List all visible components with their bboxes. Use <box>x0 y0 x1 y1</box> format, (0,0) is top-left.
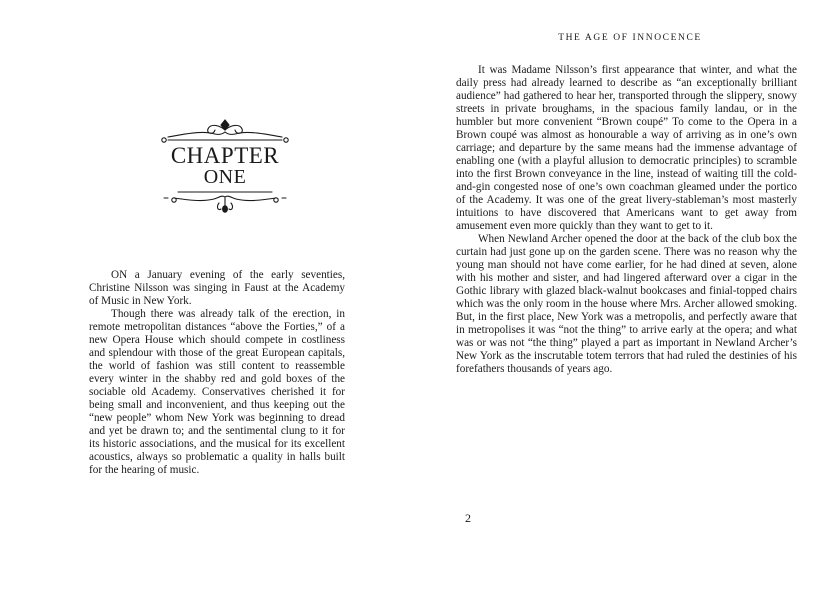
paragraph: Though there was already talk of the erection, in remote metropolitan distances “above the Forties,” of a new Opera House which should compete in costliness and splendour with those of the great European capitals, the world of fashion was still content to reassemble every winter in the shabby red and gold boxes of the sociable old Academy. Conservatives cherished it for being small and inconvenient, and thus keeping out the “new people” whom New York was beginning to dread and yet be drawn to; and the sentimental clung to it for its historic associations, and the musical for its excellent acoustics, always so problematic a quality in halls built for the hearing of music. <box>89 308 345 476</box>
right-body-text <box>456 64 797 376</box>
chapter-ornament <box>158 118 292 214</box>
paragraph: It was Madame Nilsson’s first appearance that winter, and what the daily press had already learned to describe as “an exceptionally brilliant audience” had gathered to hear her, transported through the slippery, snowy streets in private broughams, in the spacious family landau, or in the humbler but more convenient “Brown coupé” To come to the Opera in a Brown coupé was almost as honourable a way of arriving as in one’s own carriage; and departure by the same means had the immense advantage of enabling one (with a playful allusion to democratic principles) to scramble into the first Brown conveyance in the line, instead of waiting till the cold-and-gin congested nose of one’s own coachman gleamed under the portico of the Academy. It was one of the great livery-stableman’s most masterly intuitions to have discovered that Americans want to get away from amusement even more quickly than they want to get to it. <box>456 64 797 232</box>
chapter-label: CHAPTER <box>170 143 280 168</box>
left-body-text <box>89 269 345 477</box>
page-number: 2 <box>465 511 471 525</box>
paragraph: When Newland Archer opened the door at the back of the club box the curtain had just gone up on the garden scene. There was no reason why the young man should not have come earlier, for he had dined at seven, alone with his mother and sister, and had lingered afterward over a cigar in the Gothic library with glazed black-walnut bookcases and finial-topped chairs which was the only room in the house where Mrs. Archer allowed smoking. But, in the first place, New York was a metropolis, and perfectly aware that in metropolises it was “not the thing” to arrive early at the opera; and what was or was not “the thing” played a part as important in Newland Archer’s New York as the inscrutable totem terrors that had ruled the destinies of his forefathers thousands of years ago. <box>456 233 797 375</box>
running-head: THE AGE OF INNOCENCE <box>558 33 702 43</box>
paragraph: ON a January evening of the early seventies, Christine Nilsson was singing in Faust at the Academy of Music in New York. <box>89 269 345 307</box>
right-page <box>420 0 840 596</box>
chapter-number: ONE <box>203 166 247 188</box>
